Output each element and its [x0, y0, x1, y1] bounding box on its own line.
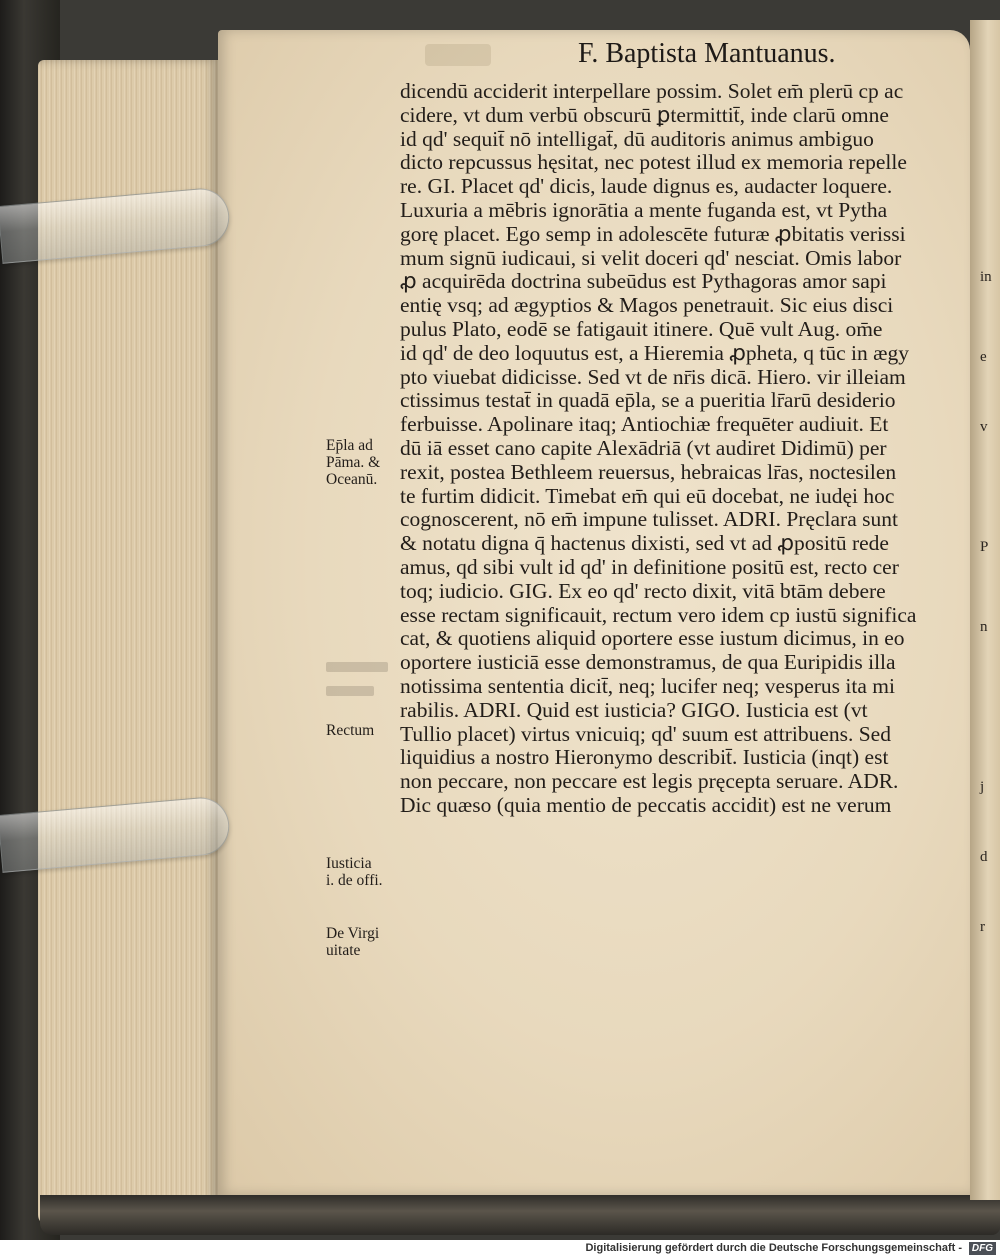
- dfg-logo: DFG: [969, 1242, 996, 1255]
- text-line: cat, & quotiens aliquid oportere esse iustum dicimus, in eo: [400, 627, 905, 651]
- text-line: dū iā esset cano capite Alexādriā (vt audiret Didimū) per: [400, 436, 887, 460]
- text-line: & notatu digna q̄ hactenus dixisti, sed vt ad ꝓpositū rede: [400, 532, 889, 556]
- text-line: entię vsq; ad ægyptios & Magos penetrauit. Sic eius disci: [400, 294, 894, 318]
- right-page-fragment: v: [980, 419, 988, 435]
- faded-margin-mark: [326, 686, 374, 696]
- text-line: rexit, postea Bethleem reuersus, hebraicas lr̄as, noctesilen: [400, 460, 897, 484]
- margin-note-iusticia: Iusticia i. de offi.: [326, 855, 383, 889]
- text-line: amus, qd sibi vult id qd' in definitione positū est, recto cer: [400, 555, 899, 579]
- text-line: toq; iudicio. GIG. Ex eo qd' recto dixit, vitā btām debere: [400, 579, 886, 603]
- right-page-fragment: n: [980, 619, 988, 635]
- text-line: ꝓ acquirēda doctrina subeūdus est Pythagoras amor sapi: [400, 270, 887, 294]
- running-header: F. Baptista Mantuanus.: [578, 38, 836, 69]
- text-line: notissima sententia dicit̄, neq; lucifer neq; vesperus ita mi: [400, 674, 895, 698]
- text-line: Tullio placet) virtus vnicuiq; qd' suum est attribuens. Sed: [400, 722, 891, 746]
- text-line: dicendū acciderit interpellare possim. Solet em̄ plerū cp ac: [400, 80, 904, 103]
- text-line: pulus Plato, eodē se fatigauit itinere. Quē vult Aug. om̄e: [400, 317, 883, 341]
- right-page-fragment: d: [980, 849, 988, 865]
- book-cover-bottom: [40, 1195, 1000, 1235]
- text-line: gorę placet. Ego semp in adolescēte futuræ ꝓbitatis verissi: [400, 222, 906, 246]
- text-line: mum signū iudicaui, si velit doceri qd' nesciat. Omis labor: [400, 246, 902, 270]
- text-line: non peccare, non peccare est legis pręcepta seruare. ADR.: [400, 770, 899, 794]
- text-line: ferbuisse. Apolinare itaq; Antiochiæ frequēter audiuit. Et: [400, 413, 889, 437]
- text-line: te furtim didicit. Timebat em̄ qui eū docebat, ne iudęi hoc: [400, 484, 895, 508]
- faded-margin-mark: [326, 662, 388, 672]
- margin-note-epistola: Ep̄la ad Pāma. & Oceanū.: [326, 437, 381, 488]
- text-line: oportere iusticiā esse demonstramus, de qua Euripidis illa: [400, 651, 896, 675]
- right-page-fragment: r: [980, 919, 985, 935]
- page-body-text: [400, 80, 970, 818]
- text-line: Dic quæso (quia mentio de peccatis accidit) est ne verum: [400, 793, 892, 817]
- margin-note-virginitate: De Virgi uitate: [326, 925, 380, 959]
- text-line: cidere, vt dum verbū obscurū ꝑtermittit̄, inde clarū omne: [400, 103, 889, 127]
- right-page-fragment: P: [980, 539, 989, 555]
- text-line: dicto repcussus hęsitat, nec potest illud ex memoria repelle: [400, 151, 907, 175]
- text-line: pto viuebat didicisse. Sed vt de nr̄is dicā. Hiero. vir illeiam: [400, 365, 906, 389]
- text-line: esse rectam significauit, rectum vero idem cp iustū significa: [400, 603, 917, 627]
- footer-credit: Digitalisierung gefördert durch die Deutsche Forschungsgemeinschaft -: [585, 1242, 962, 1254]
- text-line: ctissimus testat̄ in quadā ep̄la, se a pueritia lr̄arū desiderio: [400, 389, 896, 413]
- text-line: Luxuria a mēbris ignorātia a mente fuganda est, vt Pytha: [400, 198, 888, 222]
- text-line: id qd' sequit̄ nō intelligat̄, dū auditoris animus ambiguo: [400, 127, 874, 151]
- right-page-edge: [970, 20, 1000, 1200]
- text-line: liquidius a nostro Hieronymo describit̄. Iusticia (inqt) est: [400, 746, 889, 770]
- text-line: cognoscerent, nō em̄ impune tulisset. ADRI. Pręclara sunt: [400, 508, 898, 532]
- text-line: id qd' de deo loquutus est, a Hieremia ꝓpheta, q tūc in ægy: [400, 341, 909, 365]
- text-line: re. GI. Placet qd' dicis, laude dignus es, audacter loquere.: [400, 175, 893, 199]
- right-page-fragment: j: [980, 779, 985, 795]
- right-page-fragment: in: [980, 269, 992, 285]
- page-stain: [425, 44, 491, 66]
- text-line: rabilis. ADRI. Quid est iusticia? GIGO. Iusticia est (vt: [400, 698, 868, 722]
- margin-note-rectum: Rectum: [326, 722, 375, 739]
- right-page-fragment: e: [980, 349, 987, 365]
